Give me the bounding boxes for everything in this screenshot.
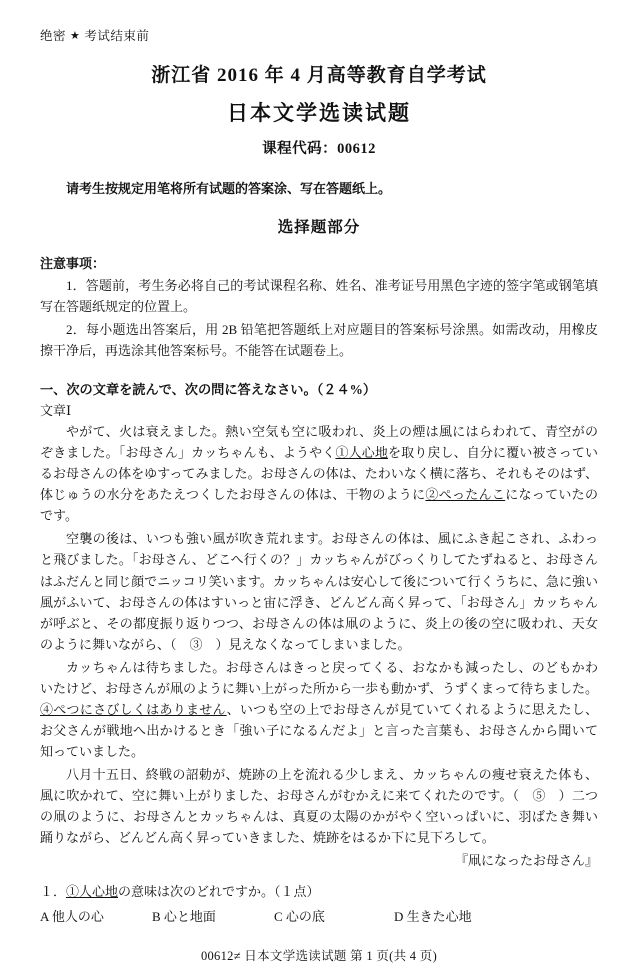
choice-a[interactable]	[40, 906, 152, 925]
choice-b-text: 心と地面	[163, 909, 216, 925]
choice-b-label: B	[152, 909, 161, 925]
attention-item-2: 2．每小题选出答案后，用 2B 铅笔把答题纸上对应题目的答案标号涂黑。如需改动，用橡皮擦干净后，再选涂其他答案标号。不能答在试题卷上。	[40, 322, 598, 359]
attention-item-1: 1．答题前，考生务必将自己的考试课程名称、姓名、准考证号用黑色字迹的签字笔或钢笔填写在答题纸规定的位置上。	[40, 278, 598, 315]
passage-source: 『凧になったお母さん』	[454, 853, 598, 869]
passage-paragraph: やがて、火は衰えました。熱い空気も空に吸われ、炎上の煙は風にはらわれて、青空がのぞきました。「お母さん」カッちゃんも、ようやく①人心地を取り戻し、自分に覆い被さっているお母さんの体をゆすってみました。お母さんの体は、たわいなく横に落ち、それもそのはず、体じゅうの水分をあたえつくしたお母さんの体は、干物のように②ぺったんこになっていたのです。	[40, 424, 598, 524]
section-title: 选择题部分	[277, 219, 361, 236]
star-icon: ★	[70, 30, 81, 42]
choice-b[interactable]	[152, 906, 274, 925]
secrecy-suffix: 考试结束前	[84, 29, 150, 43]
choice-d[interactable]	[394, 906, 534, 925]
question-1	[40, 881, 598, 900]
choice-a-label: A	[40, 909, 49, 925]
choice-a-text: 他人の心	[51, 909, 104, 925]
choice-d-label: D	[394, 909, 404, 925]
choice-c[interactable]	[274, 906, 394, 925]
question-1-choices	[40, 906, 598, 925]
page-footer: 00612≠ 日本文学选读试题 第 1 页(共 4 页)	[200, 949, 438, 963]
course-code: 课程代码：00612	[262, 141, 376, 157]
passage-paragraph: 空襲の後は、いつも強い風が吹き荒れます。お母さんの体は、風にふき起こされ、ふわっと飛びました。「お母さん、どこへ行くの？」カッちゃんがびっくりしてたずねると、お母さんはふだんと同じ顔でニッコリ笑います。カッちゃんは安心して後について行くうちに、急に強い風がふいて、お母さんの体はすいっと宙に浮き、どんどん高く昇って、「お母さん」カッちゃんが呼ぶと、その都度振り返りつつ、お母さんの体は凧のように、炎上の後の空に吸われ、天女のように舞いながら、（ ③ ）見えなくなってしまいました。	[40, 531, 598, 652]
attention-heading: 注意事项：	[40, 256, 106, 271]
paper-title: 日本文学选读试题	[227, 101, 411, 125]
passage-label: 文章Ⅰ	[40, 403, 72, 419]
choice-c-text: 心の底	[285, 909, 325, 925]
secrecy-header	[40, 26, 598, 44]
passage-paragraph: カッちゃんは待ちました。お母さんはきっと戻ってくる、おなかも減ったし、のどもかわいたけど、お母さんが凧のように舞い上がった所から一歩も動かず、うずくまって待ちました。④ぺつにさびしくはありません、いつも空の上でお母さんが見ていてくれるように思えたし、お父さんが戦地へ出かけるとき「強い子になるんだよ」と言った言葉も、お母さんから聞いて知っていました。	[40, 659, 598, 759]
secrecy-label: 绝密	[40, 29, 67, 43]
part-one-heading: 一、次の文章を読んで、次の問に答えなさい。（２４%）	[40, 382, 377, 398]
question-number: １．	[40, 884, 67, 900]
question-text: ①人心地の意味は次のどれですか。（１点）	[66, 884, 320, 900]
passage-paragraph: 八月十五日、終戦の詔勅が、焼跡の上を流れる少しまえ、カッちゃんの痩せ衰えた体も、風に吹かれて、空に舞い上がりました、お母さんがむかえに来てくれたのです。（ ⑤ ）二つの凧のように、お母さんとカッちゃんは、真夏の太陽のかがやく空いっぱいに、羽ばたき舞い踊りながら、どんどん高く昇っていきました、焼跡をはるか下に見下ろして。	[40, 766, 598, 846]
pen-notice: 请考生按规定用笔将所有试题的答案涂、写在答题纸上。	[66, 181, 392, 196]
choice-d-text: 生きた心地	[406, 909, 472, 925]
exam-title: 浙江省 2016 年 4 月高等教育自学考试	[151, 65, 487, 86]
choice-c-label: C	[274, 909, 283, 925]
